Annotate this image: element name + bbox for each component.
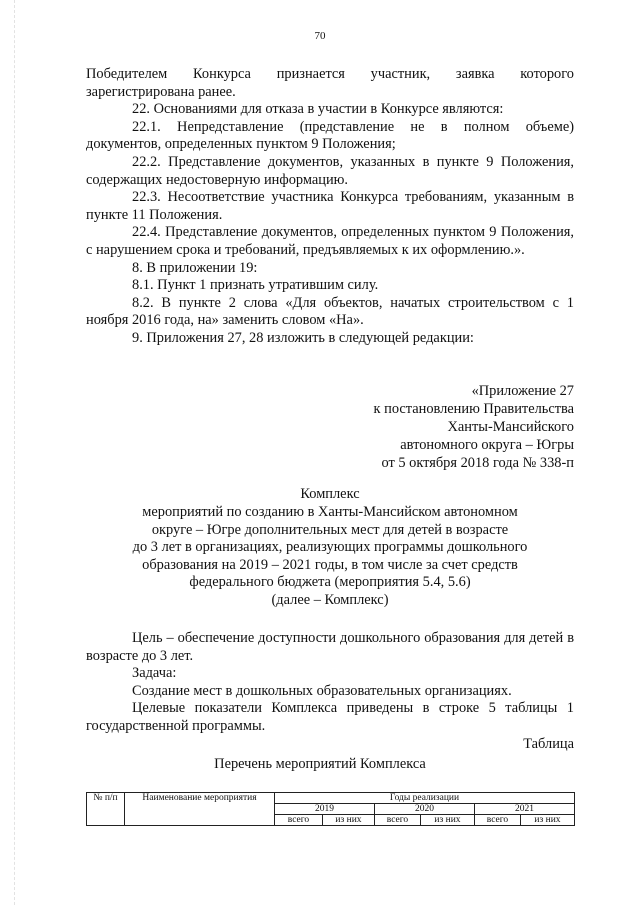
complex-title-line: образования на 2019 – 2021 годы, в том числе за счет средств <box>142 556 518 573</box>
sub-of-which-cell: из них <box>323 815 375 826</box>
paragraph: Победителем Конкурса признается участник, заявка которого <box>86 66 574 82</box>
sub-total-cell: всего <box>275 815 323 826</box>
approval-block <box>374 382 574 472</box>
header-years: Годы реализации <box>275 793 575 804</box>
task-paragraph: Создание мест в дошкольных образовательных организациях. <box>132 682 512 699</box>
table-title: Перечень мероприятий Комплекса <box>214 756 426 772</box>
goal-section <box>86 630 574 736</box>
paragraph: 8. В приложении 19: <box>132 259 258 276</box>
complex-title-line: федерального бюджета (мероприятия 5.4, 5.6) <box>189 574 471 591</box>
page-number: 70 <box>314 30 326 42</box>
targets-paragraph: Целевые показатели Комплекса приведены в строке 5 таблицы 1 государственной программы. <box>86 700 574 734</box>
approval-line: от 5 октября 2018 года № 338-п <box>381 455 574 471</box>
sub-of-which-cell: из них <box>521 815 575 826</box>
year-cell: 2021 <box>475 804 575 815</box>
approval-line: к постановлению Правительства <box>373 401 574 417</box>
table-label: Таблица <box>523 736 574 752</box>
task-label: Задача: <box>132 665 177 682</box>
complex-title-line: (далее – Комплекс) <box>271 591 389 608</box>
complex-title <box>86 504 574 610</box>
paragraph: 22.3. Несоответствие участника Конкурса требованиям, указанным в пункте 11 Положения. <box>86 189 574 223</box>
sub-of-which-cell: из них <box>421 815 475 826</box>
approval-line: Ханты-Мансийского <box>447 419 574 435</box>
sub-total-cell: всего <box>475 815 521 826</box>
paragraph: 9. Приложения 27, 28 изложить в следующей редакции: <box>132 329 474 346</box>
year-cell: 2020 <box>375 804 475 815</box>
complex-title-line: округе – Югре дополнительных мест для детей в возрасте <box>151 521 509 538</box>
header-num: № п/п <box>87 793 125 826</box>
body-text <box>86 66 574 348</box>
paragraph: 22. Основаниями для отказа в участии в Конкурсе являются: <box>132 101 504 118</box>
goal-paragraph: Цель – обеспечение доступности дошкольного образования для детей в возрасте до 3 лет. <box>86 630 574 664</box>
paragraph: 8.2. В пункте 2 слова «Для объектов, начатых строительством с 1 ноября 2016 года, на» заменить словом «На». <box>86 294 574 329</box>
complex-title-line: мероприятий по созданию в Ханты-Мансийском автономном <box>142 504 518 520</box>
paragraph: 22.2. Представление документов, указанных в пункте 9 Положения, содержащих недостоверную информацию. <box>86 153 574 188</box>
complex-heading: Комплекс <box>300 486 360 502</box>
paragraph: зарегистрирована ранее. <box>86 83 236 100</box>
paragraph: 22.1. Непредставление (представление не в полном объеме) документов, определенных пунктом 9 Положения; <box>86 118 574 153</box>
year-cell: 2019 <box>275 804 375 815</box>
complex-title-line: до 3 лет в организациях, реализующих программы дошкольного <box>132 539 528 556</box>
approval-line: «Приложение 27 <box>471 383 574 399</box>
sub-total-cell: всего <box>375 815 421 826</box>
approval-line: автономного округа – Югры <box>400 437 574 453</box>
table-header-row <box>87 793 575 804</box>
activities-table <box>86 792 575 826</box>
header-name: Наименование мероприятия <box>125 793 275 826</box>
paragraph: 22.4. Представление документов, определенных пунктом 9 Положения, с нарушением срока и требований, предъявляемых к их оформлению.». <box>86 224 574 258</box>
paragraph: 8.1. Пункт 1 признать утратившим силу. <box>132 277 379 294</box>
